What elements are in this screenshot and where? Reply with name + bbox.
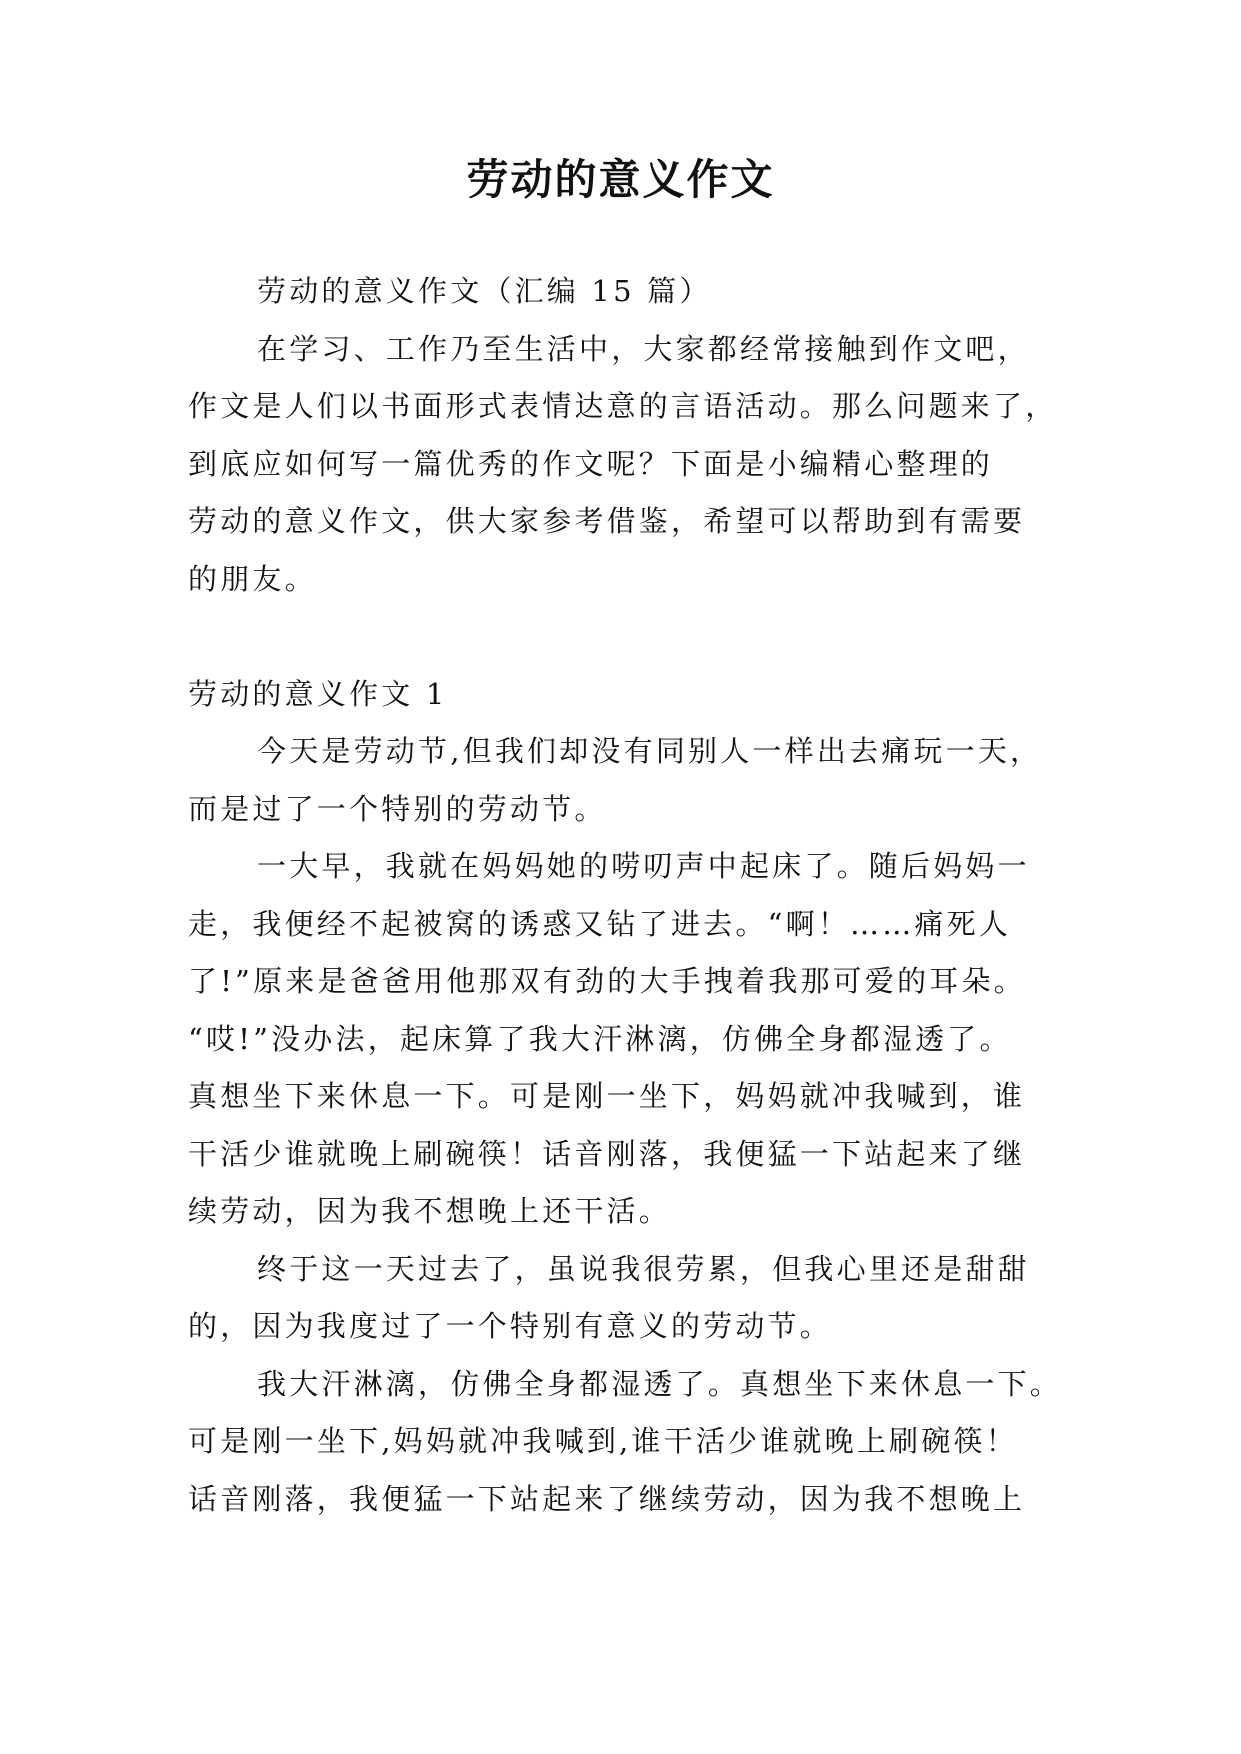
text-line: 而是过了一个特别的劳动节。 [188, 791, 607, 826]
text-line: 劳动的意义作文（汇编 15 篇） [257, 274, 712, 308]
text-line: 了!”原来是爸爸用他那双有劲的大手拽着我那可爱的耳朵。 [188, 964, 1026, 998]
text-line: 的朋友。 [188, 561, 317, 596]
document-body [188, 263, 1088, 1528]
text-line: 我大汗淋漓，仿佛全身都湿透了。真想坐下来休息一下。 [257, 1366, 1063, 1401]
text-line: 今天是劳动节,但我们却没有同别人一样出去痛玩一天， [257, 734, 1043, 768]
document-title: 劳动的意义作文 [466, 155, 775, 204]
text-line: 话音刚落，我便猛一下站起来了继续劳动，因为我不想晚上 [188, 1481, 1026, 1516]
section-heading: 劳动的意义作文 1 [188, 676, 448, 711]
text-line: 可是刚一坐下,妈妈就冲我喊到,谁干活少谁就晚上刷碗筷！ [188, 1424, 1018, 1458]
text-line: 终于这一天过去了，虽说我很劳累，但我心里还是甜甜 [257, 1251, 1030, 1286]
text-line: “哎!”没办法，起床算了我大汗淋漓，仿佛全身都湿透了。 [188, 1021, 1012, 1056]
text-line: 劳动的意义作文，供大家参考借鉴，希望可以帮助到有需要 [188, 504, 1026, 538]
text-line: 真想坐下来休息一下。可是刚一坐下，妈妈就冲我喊到，谁 [188, 1079, 1026, 1113]
text-line: 一大早，我就在妈妈她的唠叨声中起床了。随后妈妈一 [257, 849, 1030, 883]
text-line: 在学习、工作乃至生活中，大家都经常接触到作文吧， [257, 331, 1030, 366]
text-line: 续劳动，因为我不想晚上还干活。 [188, 1194, 672, 1228]
text-line: 的，因为我度过了一个特别有意义的劳动节。 [188, 1309, 833, 1343]
text-line: 作文是人们以书面形式表情达意的言语活动。那么问题来了， [188, 389, 1058, 423]
paragraph-gap [188, 608, 1088, 666]
text-line: 到底应如何写一篇优秀的作文呢？下面是小编精心整理的 [188, 446, 994, 481]
text-line: 干活少谁就晚上刷碗筷！话音刚落，我便猛一下站起来了继 [188, 1136, 1026, 1171]
text-line: 走，我便经不起被窝的诱惑又钻了进去。“啊！……痛死人 [188, 906, 1012, 941]
